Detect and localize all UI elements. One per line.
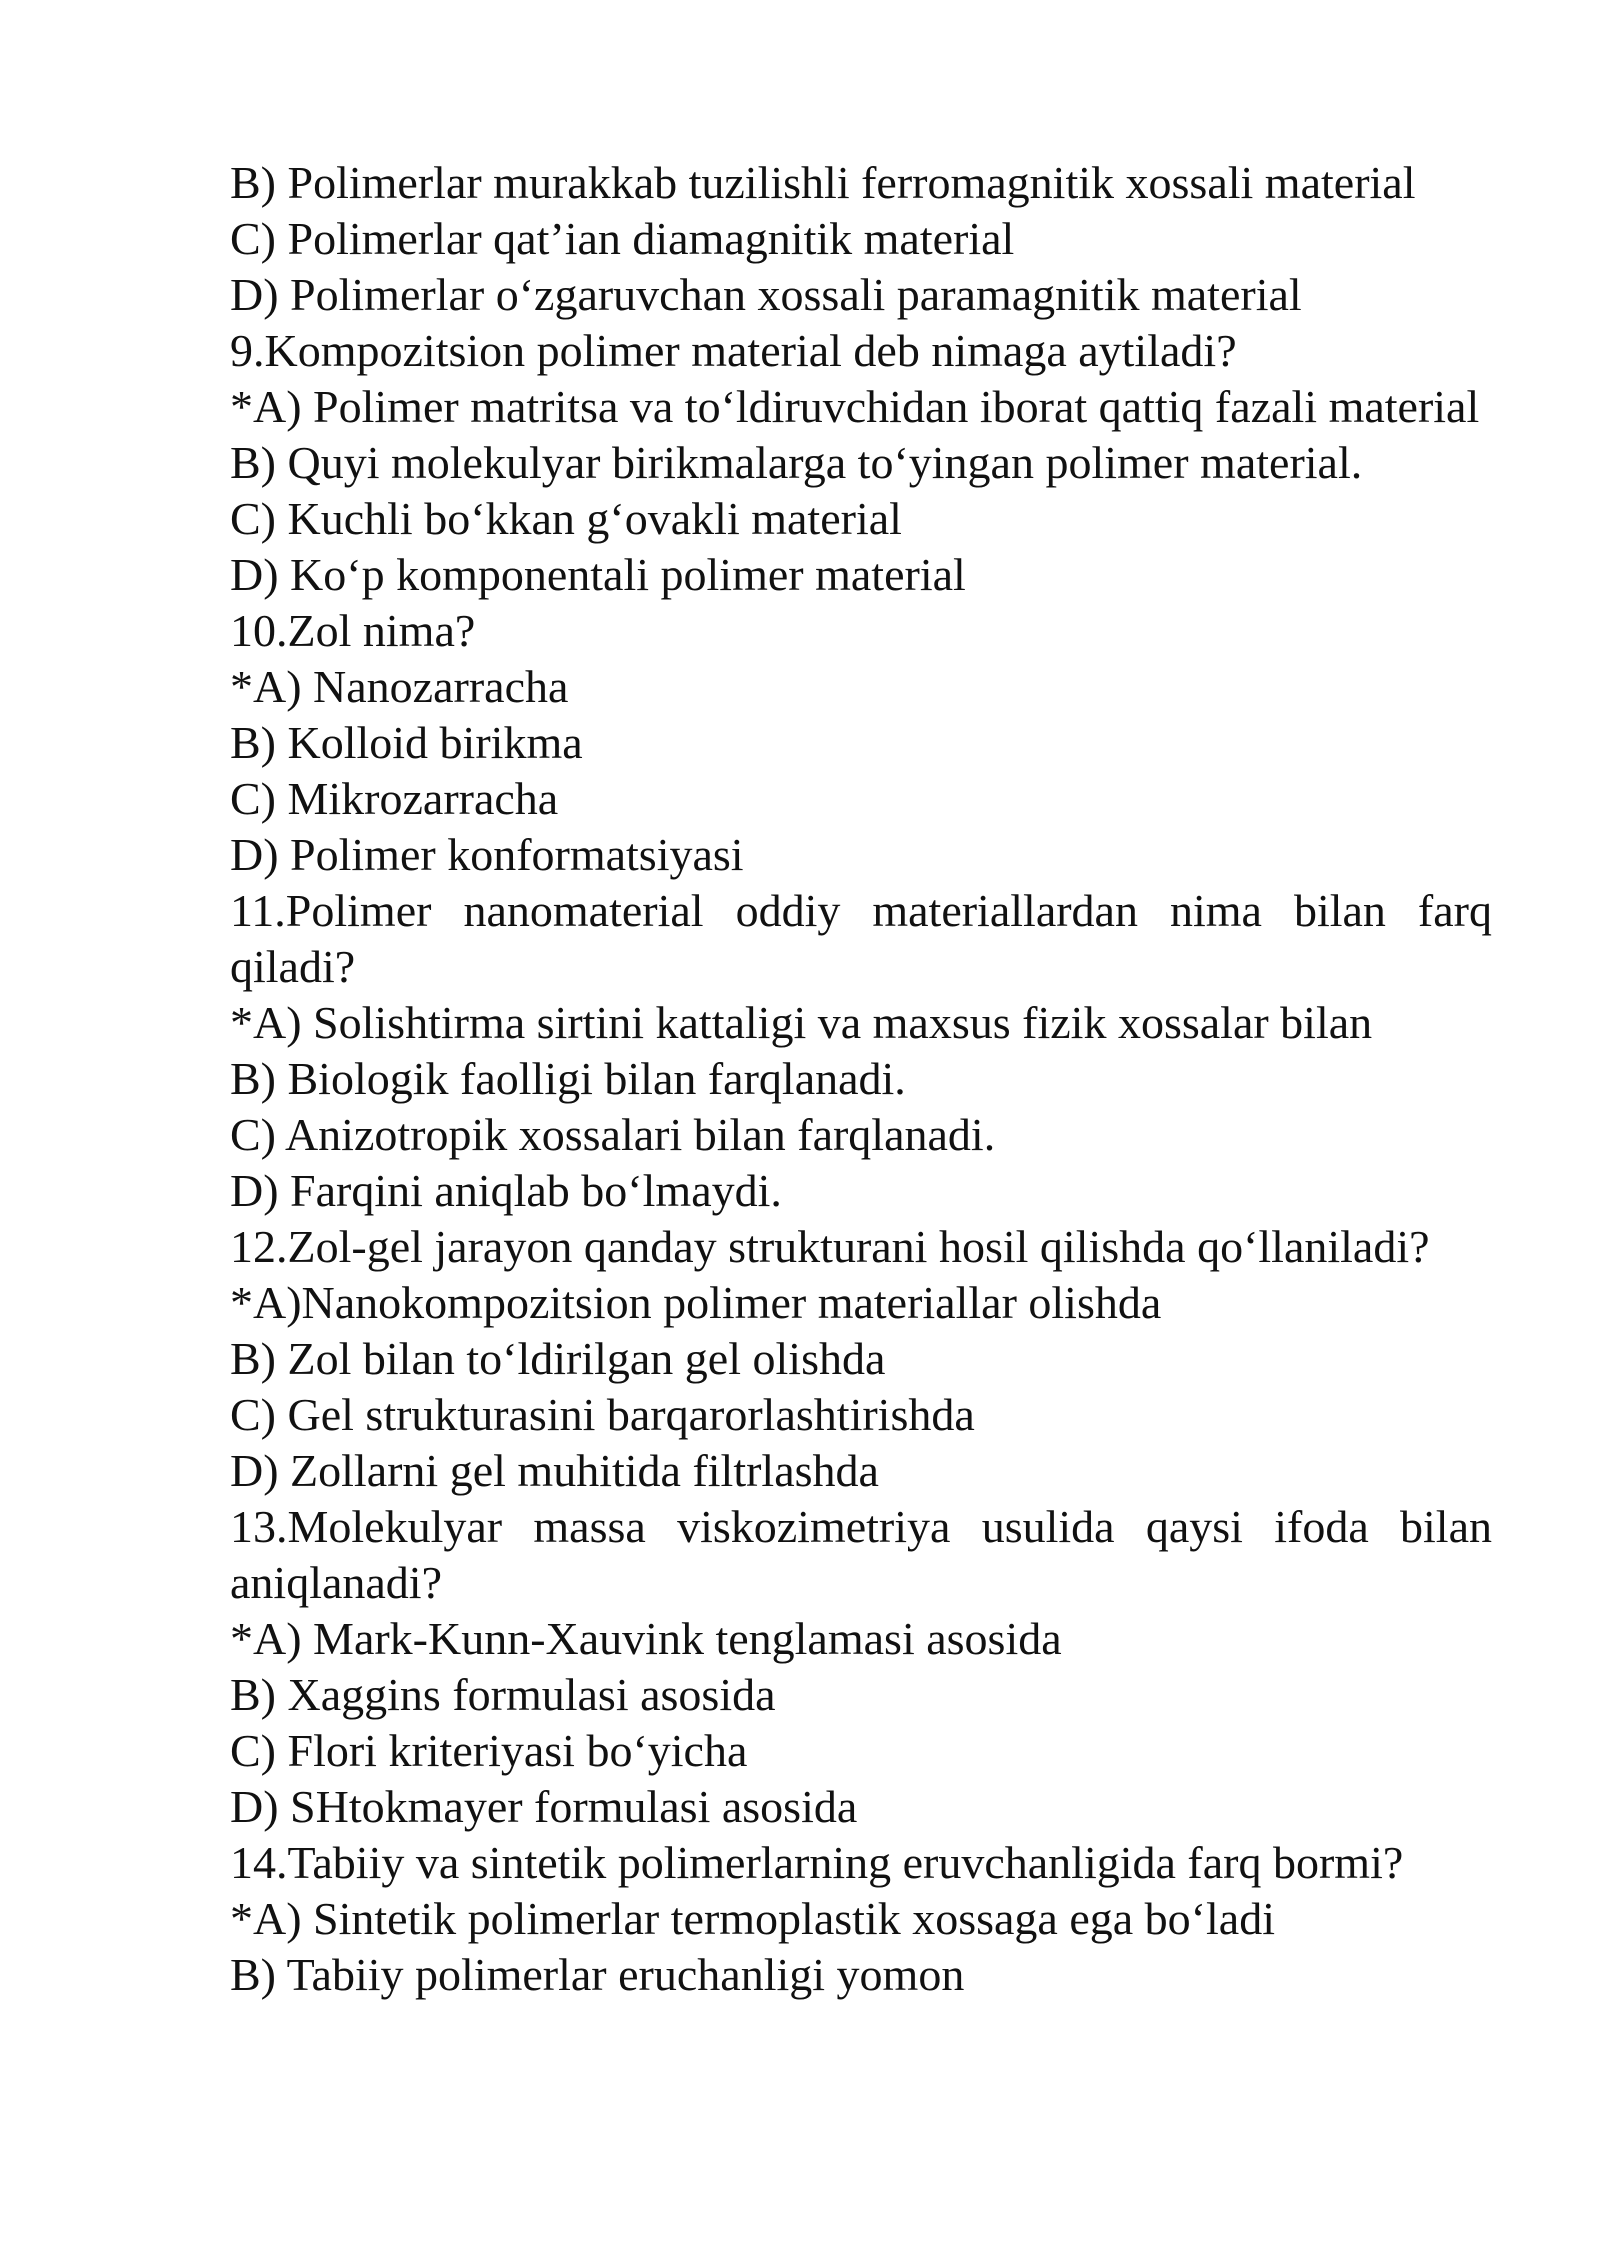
question-12: 12.Zol-gel jarayon qanday strukturani hosil qilishda qo‘llaniladi? <box>230 1221 1430 1272</box>
answer-option: C) Kuchli bo‘kkan g‘ovakli material <box>230 493 902 544</box>
answer-option: D) Zollarni gel muhitida filtrlashda <box>230 1445 879 1496</box>
correct-answer-option: *A) Sintetik polimerlar termoplastik xossaga ega bo‘ladi <box>230 1893 1275 1944</box>
answer-option: D) Farqini aniqlab bo‘lmaydi. <box>230 1165 782 1216</box>
answer-option: C) Gel strukturasini barqarorlashtirishda <box>230 1389 975 1440</box>
answer-option: C) Polimerlar qat’ian diamagnitik material <box>230 213 1015 264</box>
answer-option: C) Flori kriteriyasi bo‘yicha <box>230 1725 748 1776</box>
correct-answer-option: *A) Solishtirma sirtini kattaligi va maxsus fizik xossalar bilan <box>230 997 1373 1048</box>
answer-option: B) Zol bilan to‘ldirilgan gel olishda <box>230 1333 886 1384</box>
question-11: 11.Polimer nanomaterial oddiy materiallardan nima bilan farq qiladi? <box>230 885 1492 992</box>
answer-option: B) Biologik faolligi bilan farqlanadi. <box>230 1053 906 1104</box>
answer-option: B) Quyi molekulyar birikmalarga to‘yingan polimer material. <box>230 437 1363 488</box>
answer-option: B) Kolloid birikma <box>230 717 583 768</box>
answer-option: D) Polimer konformatsiyasi <box>230 829 744 880</box>
answer-option: D) Polimerlar o‘zgaruvchan xossali paramagnitik material <box>230 269 1302 320</box>
answer-option: B) Polimerlar murakkab tuzilishli ferromagnitik xossali material <box>230 157 1416 208</box>
question-13: 13.Molekulyar massa viskozimetriya usulida qaysi ifoda bilan aniqlanadi? <box>230 1501 1492 1608</box>
correct-answer-option: *A) Nanozarracha <box>230 661 569 712</box>
answer-option: D) Ko‘p komponentali polimer material <box>230 549 966 600</box>
answer-option: B) Xaggins formulasi asosida <box>230 1669 776 1720</box>
answer-option: C) Anizotropik xossalari bilan farqlanadi. <box>230 1109 996 1160</box>
correct-answer-option: *A) Mark-Kunn-Xauvink tenglamasi asosida <box>230 1613 1062 1664</box>
question-9: 9.Kompozitsion polimer material deb nimaga aytiladi? <box>230 325 1237 376</box>
question-14: 14.Tabiiy va sintetik polimerlarning eruvchanligida farq bormi? <box>230 1837 1404 1888</box>
answer-option: C) Mikrozarracha <box>230 773 559 824</box>
answer-option: B) Tabiiy polimerlar eruchanligi yomon <box>230 1949 965 2000</box>
correct-answer-option: *A)Nanokompozitsion polimer materiallar olishda <box>230 1277 1162 1328</box>
question-10: 10.Zol nima? <box>230 605 476 656</box>
document-body <box>230 155 1492 2003</box>
correct-answer-option: *A) Polimer matritsa va to‘ldiruvchidan iborat qattiq fazali material <box>230 381 1480 432</box>
answer-option: D) SHtokmayer formulasi asosida <box>230 1781 858 1832</box>
